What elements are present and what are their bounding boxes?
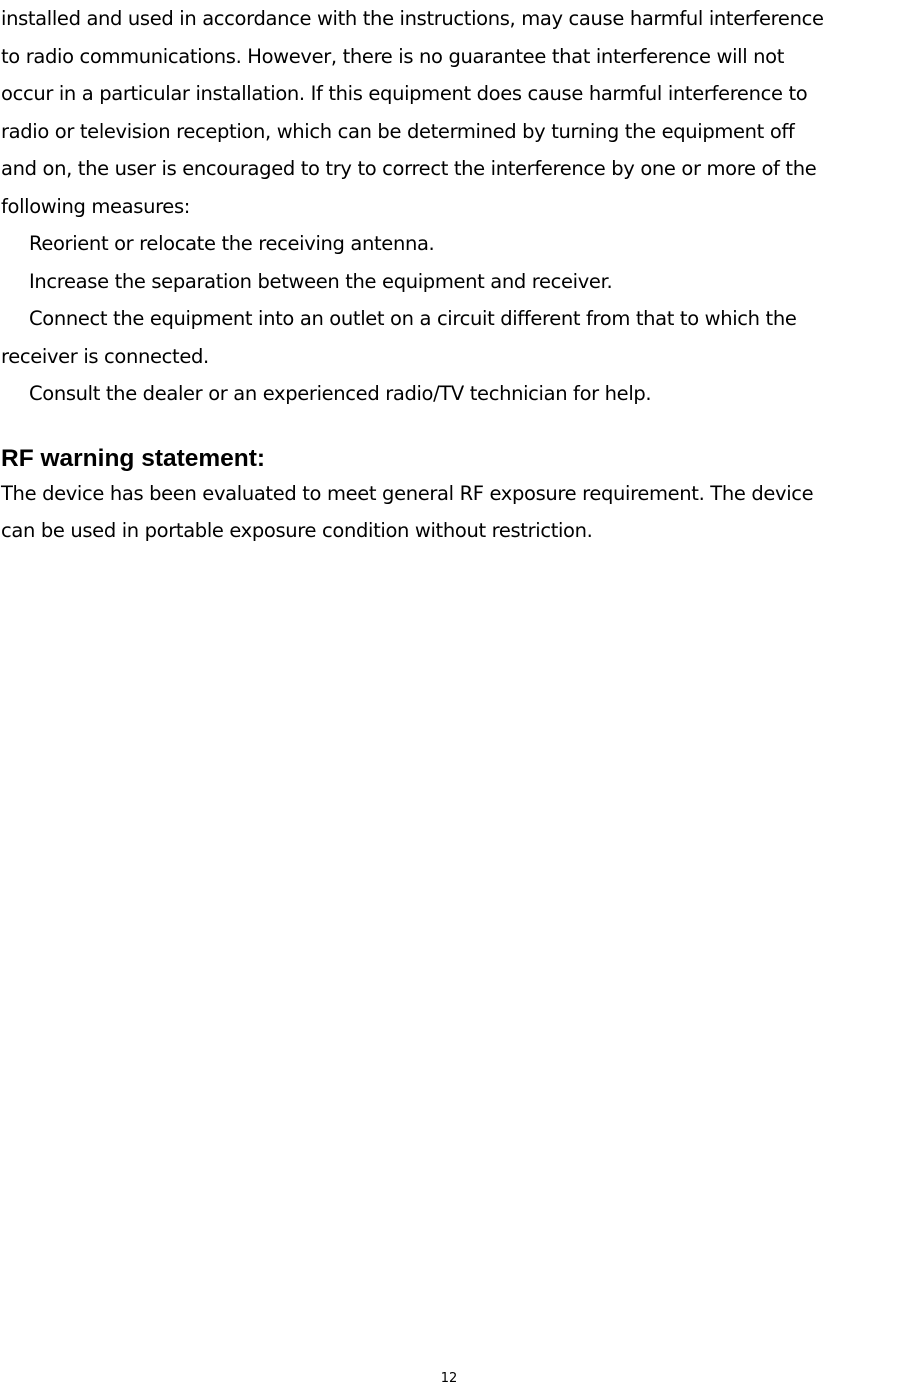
page-number: 12 bbox=[440, 1371, 458, 1386]
measure-connect-different-outlet: Connect the equipment into an outlet on a circuit different from that to which the bbox=[29, 307, 797, 330]
fcc-statement-body bbox=[1, 0, 897, 413]
intro-line: installed and used in accordance with the instructions, may cause harmful interference bbox=[1, 7, 824, 30]
intro-line: to radio communications. However, there is no guarantee that interference will not bbox=[1, 44, 785, 68]
rf-warning-line: The device has been evaluated to meet general RF exposure requirement. The device bbox=[1, 482, 814, 505]
measure-consult-dealer: Consult the dealer or an experienced radio/TV technician for help. bbox=[29, 382, 652, 405]
intro-line: and on, the user is encouraged to try to correct the interference by one or more of the bbox=[1, 157, 817, 180]
measure-connect-different-outlet-continued: receiver is connected. bbox=[1, 344, 209, 368]
measure-reorient-antenna: Reorient or relocate the receiving antenna. bbox=[29, 232, 435, 255]
intro-line: radio or television reception, which can be determined by turning the equipment off bbox=[1, 119, 795, 143]
rf-warning-heading: RF warning statement: bbox=[1, 445, 266, 472]
measure-increase-separation: Increase the separation between the equipment and receiver. bbox=[29, 269, 613, 293]
intro-line: following measures: bbox=[1, 194, 190, 218]
intro-line: occur in a particular installation. If this equipment does cause harmful interference to bbox=[1, 82, 808, 105]
rf-warning-text bbox=[1, 475, 897, 549]
rf-warning-line: can be used in portable exposure condition without restriction. bbox=[1, 519, 593, 542]
